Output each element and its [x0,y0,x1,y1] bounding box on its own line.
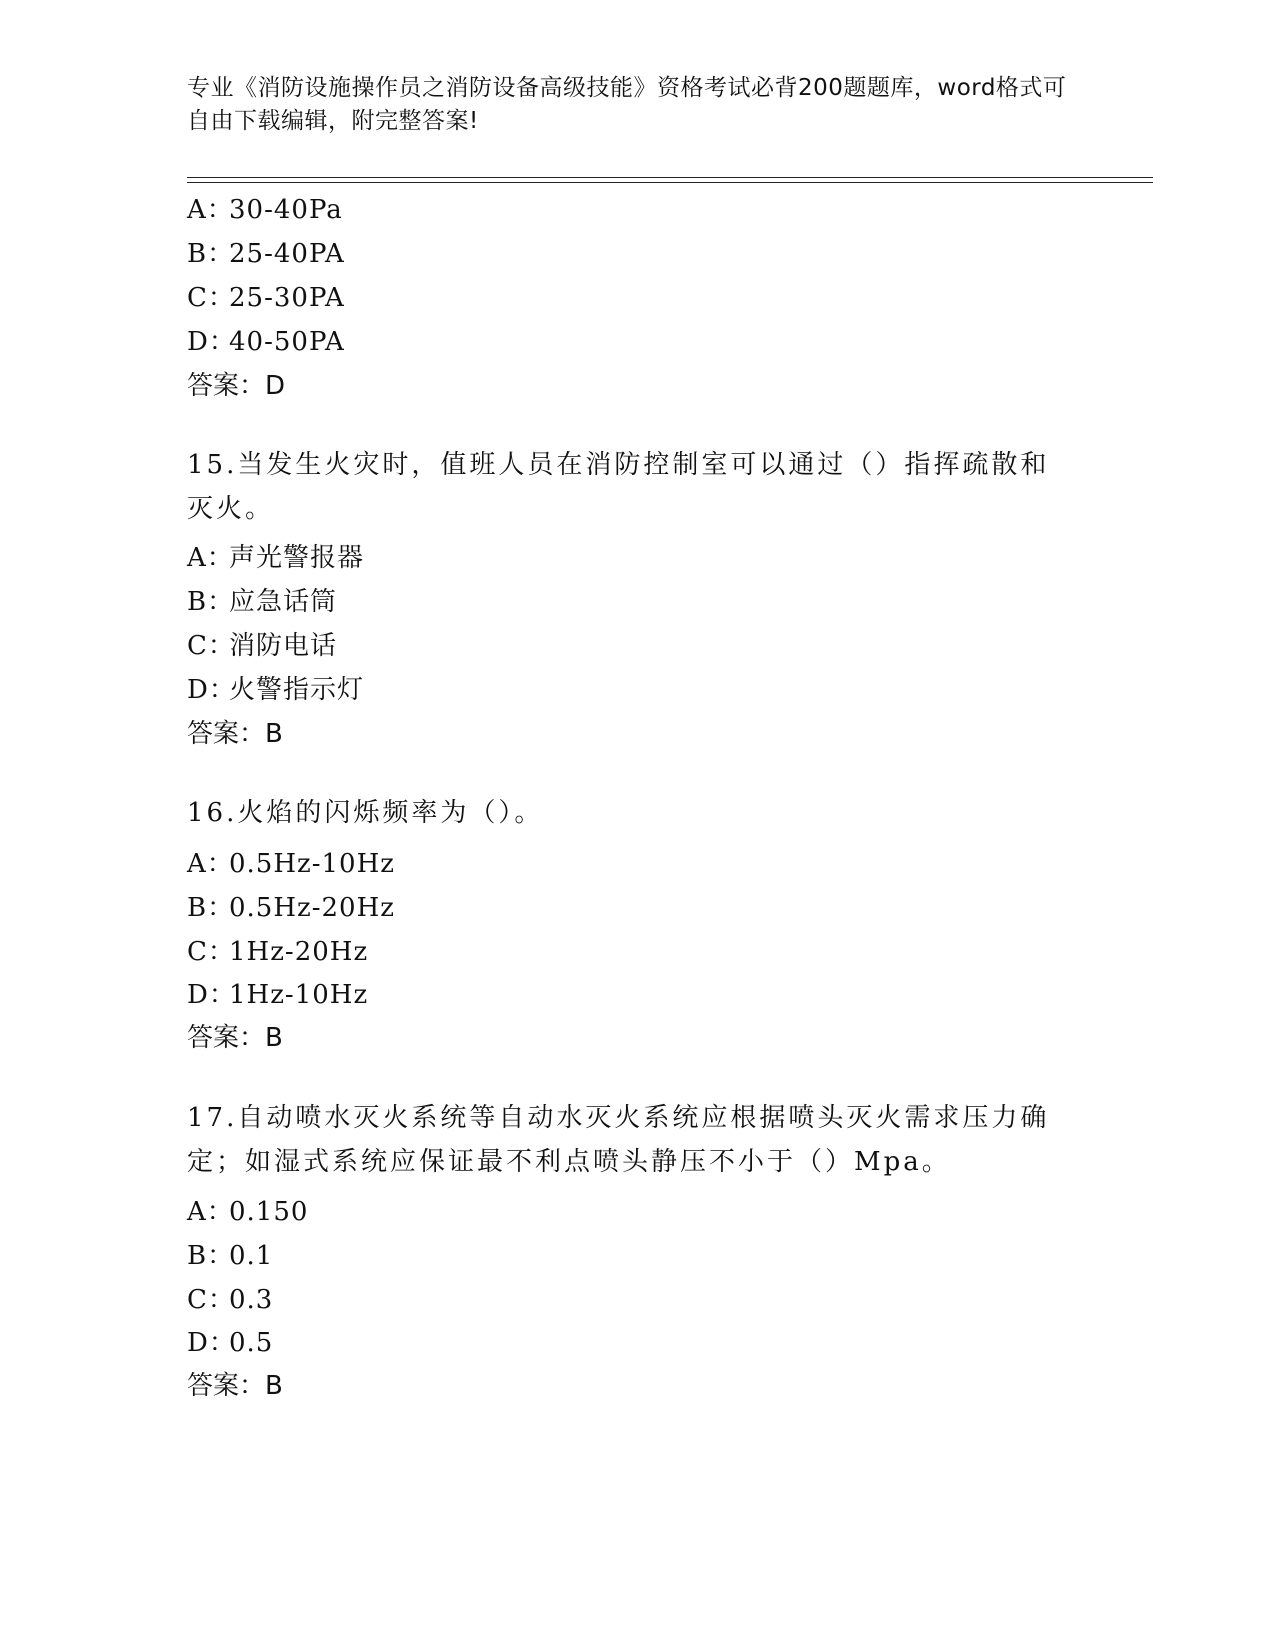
question-17-option-a: A：0.150 [187,1197,309,1227]
question-17-option-c: C：0.3 [187,1285,274,1315]
question-17-option-d: D：0.5 [187,1328,274,1358]
question-16-stem: 16.火焰的闪烁频率为（）。 [187,798,544,828]
question-17-stem: 17.自动喷水灭火系统等自动水灭火系统应根据喷头灭火需求压力确定；如湿式系统应保证最不利点喷头静压不小于（）Mpa。 [187,1103,1050,1177]
question-16-option-d: D：1Hz-10Hz [187,980,369,1010]
question-16-option-b: B：0.5Hz-20Hz [187,893,395,923]
option-d: D：40-50PA [187,327,345,357]
question-15-stem: 15.当发生火灾时，值班人员在消防控制室可以通过（）指挥疏散和灭火。 [187,450,1050,524]
header-rule-top [187,177,1153,178]
question-15-option-d: D：火警指示灯 [187,675,365,705]
question-15-answer: 答案：B [187,719,283,749]
document-header: 专业《消防设施操作员之消防设备高级技能》资格考试必背200题题库，word格式可自由下载编辑，附完整答案! [187,75,1067,134]
question-15-option-c: C：消防电话 [187,631,338,661]
question-15-option-a: A：声光警报器 [187,543,365,573]
option-b: B：25-40PA [187,239,345,269]
question-16-option-a: A：0.5Hz-10Hz [187,849,395,879]
option-c: C：25-30PA [187,283,345,313]
question-16-option-c: C：1Hz-20Hz [187,937,369,967]
answer-line: 答案：D [187,371,286,401]
question-17-option-b: B：0.1 [187,1241,274,1271]
header-rule-bottom [187,182,1153,183]
option-a: A：30-40Pa [187,195,343,225]
question-16-answer: 答案：B [187,1023,283,1053]
question-15-option-b: B：应急话筒 [187,587,338,617]
question-17-answer: 答案：B [187,1371,283,1401]
